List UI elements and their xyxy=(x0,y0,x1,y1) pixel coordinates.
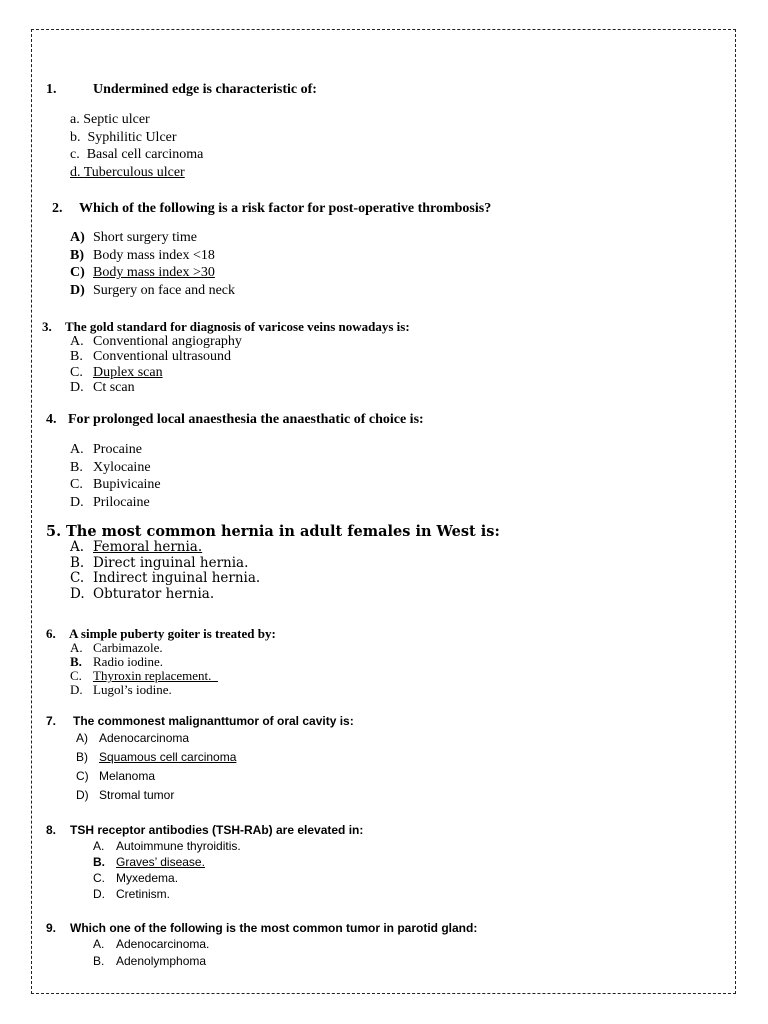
q7-option-b-answer: Squamous cell carcinoma xyxy=(99,750,237,764)
question-3-text: The gold standard for diagnosis of varicose veins nowadays is: xyxy=(65,319,410,334)
q6-option-b-letter: B. xyxy=(70,654,82,669)
q4-option-c: Bupivicaine xyxy=(93,477,161,492)
question-2-number: 2. xyxy=(52,201,63,216)
q3-option-b-letter: B. xyxy=(70,349,83,364)
q9-option-b-letter: B. xyxy=(93,954,105,968)
q5-option-d-letter: D. xyxy=(70,586,85,602)
question-8-text: TSH receptor antibodies (TSH-RAb) are elevated in: xyxy=(70,823,364,837)
q6-option-b: Radio iodine. xyxy=(93,654,164,669)
q6-option-d-letter: D. xyxy=(70,682,83,697)
question-6-text: A simple puberty goiter is treated by: xyxy=(69,626,276,641)
q8-option-d-letter: D. xyxy=(93,887,105,901)
q5-option-a-answer: Femoral hernia. xyxy=(93,539,203,555)
q5-option-a-letter: A. xyxy=(70,539,85,555)
q7-option-a: Adenocarcinoma xyxy=(99,731,190,745)
question-1-number: 1. xyxy=(46,82,57,97)
q9-option-b: Adenolymphoma xyxy=(116,954,207,968)
q9-option-a-letter: A. xyxy=(93,937,105,951)
q7-option-b-letter: B) xyxy=(76,750,88,764)
q3-option-d-letter: D. xyxy=(70,380,84,395)
q8-option-c: Myxedema. xyxy=(116,871,179,885)
q2-option-d-letter: D) xyxy=(70,283,85,298)
question-3-number: 3. xyxy=(42,319,52,334)
question-4-number: 4. xyxy=(46,412,57,427)
q7-option-c-letter: C) xyxy=(76,769,89,783)
q1-option-c: c. Basal cell carcinoma xyxy=(70,147,204,162)
q1-option-b: b. Syphilitic Ulcer xyxy=(70,130,177,145)
question-6-number: 6. xyxy=(46,626,56,641)
question-5-number: 5. xyxy=(46,523,62,540)
q4-option-a-letter: A. xyxy=(70,442,84,457)
q4-option-c-letter: C. xyxy=(70,477,83,492)
question-4-text: For prolonged local anaesthesia the anaesthatic of choice is: xyxy=(68,412,424,427)
question-9-number: 9. xyxy=(46,921,57,935)
q7-option-c: Melanoma xyxy=(99,769,156,783)
q2-option-b-letter: B) xyxy=(70,248,84,263)
q6-option-c-answer: Thyroxin replacement. xyxy=(93,668,212,683)
q2-option-d: Surgery on face and neck xyxy=(93,283,236,298)
q4-option-d: Prilocaine xyxy=(93,495,150,510)
q5-option-c-letter: C. xyxy=(70,570,85,586)
q7-option-d-letter: D) xyxy=(76,788,89,802)
q8-option-a-letter: A. xyxy=(93,839,105,853)
q8-option-a: Autoimmune thyroiditis. xyxy=(116,839,241,853)
q4-option-d-letter: D. xyxy=(70,495,84,510)
q4-option-b: Xylocaine xyxy=(93,460,151,475)
q2-option-c-letter: C) xyxy=(70,265,85,280)
q4-option-a: Procaine xyxy=(93,442,142,457)
q3-option-c-letter: C. xyxy=(70,365,83,380)
question-2-text: Which of the following is a risk factor for post-operative thrombosis? xyxy=(79,201,492,216)
q7-option-d: Stromal tumor xyxy=(99,788,175,802)
q2-option-c-answer: Body mass index >30 xyxy=(93,265,215,280)
q6-option-a-letter: A. xyxy=(70,640,83,655)
q3-option-c-answer: Duplex scan xyxy=(93,365,163,380)
q2-option-a-letter: A) xyxy=(70,230,85,245)
q8-option-c-letter: C. xyxy=(93,871,105,885)
question-7-number: 7. xyxy=(46,714,57,728)
q6-option-c-letter: C. xyxy=(70,668,82,683)
q3-option-a: Conventional angiography xyxy=(93,334,242,349)
q3-option-b: Conventional ultrasound xyxy=(93,349,232,364)
q8-option-b-letter: B. xyxy=(93,855,105,869)
q2-option-b: Body mass index <18 xyxy=(93,248,215,263)
q5-option-d: Obturator hernia. xyxy=(93,586,215,602)
q5-option-b: Direct inguinal hernia. xyxy=(93,555,249,571)
q6-option-d: Lugol’s iodine. xyxy=(93,682,172,697)
q1-option-d-answer: d. Tuberculous ulcer xyxy=(70,165,185,180)
q6-option-a: Carbimazole. xyxy=(93,640,163,655)
question-1-text: Undermined edge is characteristic of: xyxy=(93,82,317,97)
q7-option-a-letter: A) xyxy=(76,731,88,745)
q2-option-a: Short surgery time xyxy=(93,230,197,245)
q8-option-b-answer: Graves’ disease. xyxy=(116,855,205,869)
q1-option-a: a. Septic ulcer xyxy=(70,112,150,127)
q3-option-a-letter: A. xyxy=(70,334,84,349)
q4-option-b-letter: B. xyxy=(70,460,83,475)
q3-option-d: Ct scan xyxy=(93,380,135,395)
q5-option-c: Indirect inguinal hernia. xyxy=(93,570,261,586)
question-7-text: The commonest malignanttumor of oral cavity is: xyxy=(73,714,354,728)
question-8-number: 8. xyxy=(46,823,57,837)
question-9-text: Which one of the following is the most common tumor in parotid gland: xyxy=(70,921,478,935)
q9-option-a: Adenocarcinoma. xyxy=(116,937,210,951)
question-5-text: The most common hernia in adult females in West is: xyxy=(66,523,500,540)
q8-option-d: Cretinism. xyxy=(116,887,171,901)
q5-option-b-letter: B. xyxy=(70,555,85,571)
